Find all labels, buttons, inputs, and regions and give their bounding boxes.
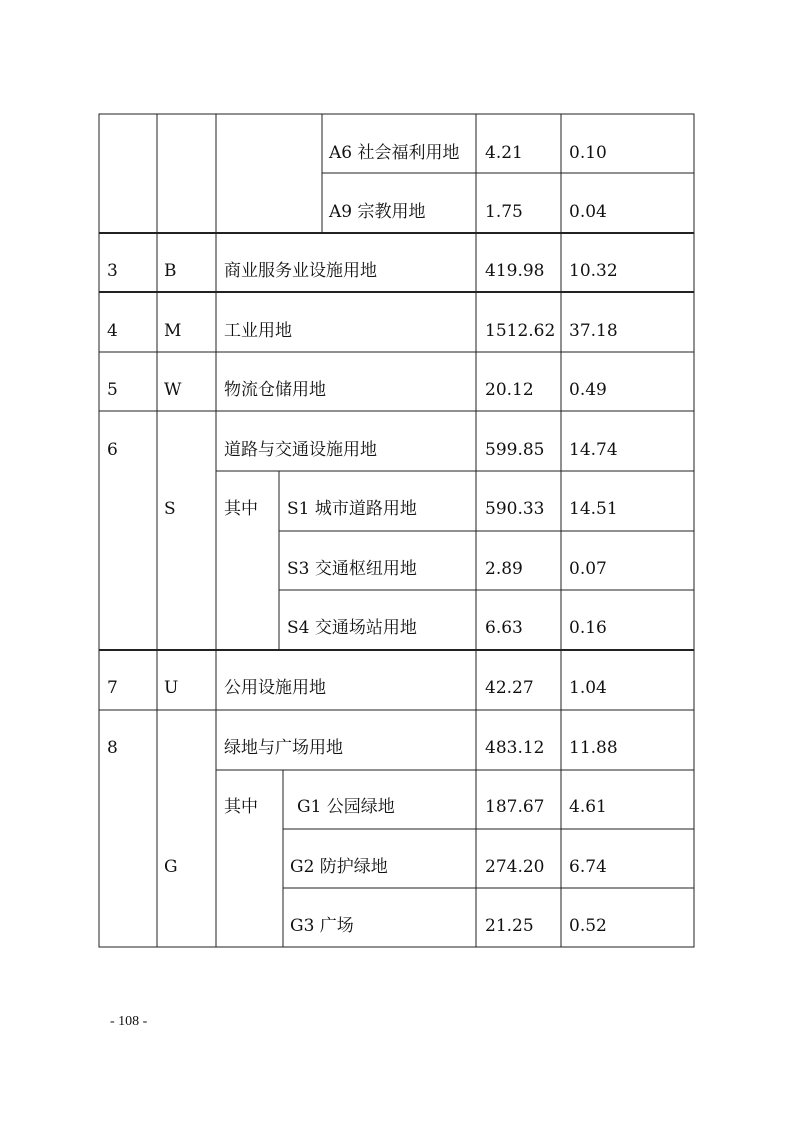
landuse-name: 公用设施用地: [224, 678, 326, 698]
landuse-name: 绿地与广场用地: [224, 738, 343, 758]
landuse-code: U: [164, 678, 179, 698]
percent-value: 11.88: [569, 738, 618, 758]
row-number: 8: [107, 738, 118, 758]
percent-value: 6.74: [569, 857, 607, 877]
area-value: 1.75: [485, 202, 523, 222]
percent-value: 1.04: [569, 678, 607, 698]
landuse-name: G1 公园绿地: [297, 797, 395, 817]
percent-value: 0.10: [569, 143, 607, 163]
area-value: 2.89: [485, 559, 523, 579]
landuse-code: B: [164, 261, 177, 281]
landuse-code: G: [164, 857, 178, 877]
row-number: 4: [107, 321, 118, 341]
subtotal-label: 其中: [224, 797, 258, 817]
area-value: 4.21: [485, 143, 523, 163]
percent-value: 0.16: [569, 618, 607, 638]
area-value: 20.12: [485, 380, 534, 400]
area-value: 599.85: [485, 440, 545, 460]
landuse-code: S: [164, 499, 176, 519]
percent-value: 10.32: [569, 261, 618, 281]
landuse-name: A9 宗教用地: [329, 202, 426, 222]
landuse-name: S3 交通枢纽用地: [287, 559, 417, 579]
landuse-name: S4 交通场站用地: [287, 618, 417, 638]
row-number: 5: [107, 380, 118, 400]
percent-value: 0.04: [569, 202, 607, 222]
landuse-code: M: [164, 321, 182, 341]
row-number: 6: [107, 440, 118, 460]
landuse-name: A6 社会福利用地: [329, 143, 460, 163]
landuse-name: G3 广场: [290, 916, 354, 936]
area-value: 419.98: [485, 261, 545, 281]
row-number: 3: [107, 261, 118, 281]
landuse-name: 工业用地: [224, 321, 292, 341]
landuse-name: G2 防护绿地: [290, 857, 388, 877]
percent-value: 37.18: [569, 321, 618, 341]
area-value: 274.20: [485, 857, 545, 877]
area-value: 1512.62: [485, 321, 556, 341]
area-value: 6.63: [485, 618, 523, 638]
percent-value: 4.61: [569, 797, 607, 817]
landuse-name: 物流仓储用地: [224, 380, 326, 400]
landuse-name: 道路与交通设施用地: [224, 440, 377, 460]
percent-value: 14.74: [569, 440, 618, 460]
area-value: 483.12: [485, 738, 545, 758]
row-number: 7: [107, 678, 118, 698]
landuse-name: 商业服务业设施用地: [224, 261, 377, 281]
landuse-name: S1 城市道路用地: [287, 499, 417, 519]
area-value: 187.67: [485, 797, 545, 817]
percent-value: 0.49: [569, 380, 607, 400]
area-value: 21.25: [485, 916, 534, 936]
area-value: 42.27: [485, 678, 534, 698]
percent-value: 14.51: [569, 499, 618, 519]
page-number: - 108 -: [110, 1014, 148, 1029]
landuse-code: W: [164, 380, 182, 400]
percent-value: 0.52: [569, 916, 607, 936]
area-value: 590.33: [485, 499, 545, 519]
subtotal-label: 其中: [224, 499, 258, 519]
percent-value: 0.07: [569, 559, 607, 579]
